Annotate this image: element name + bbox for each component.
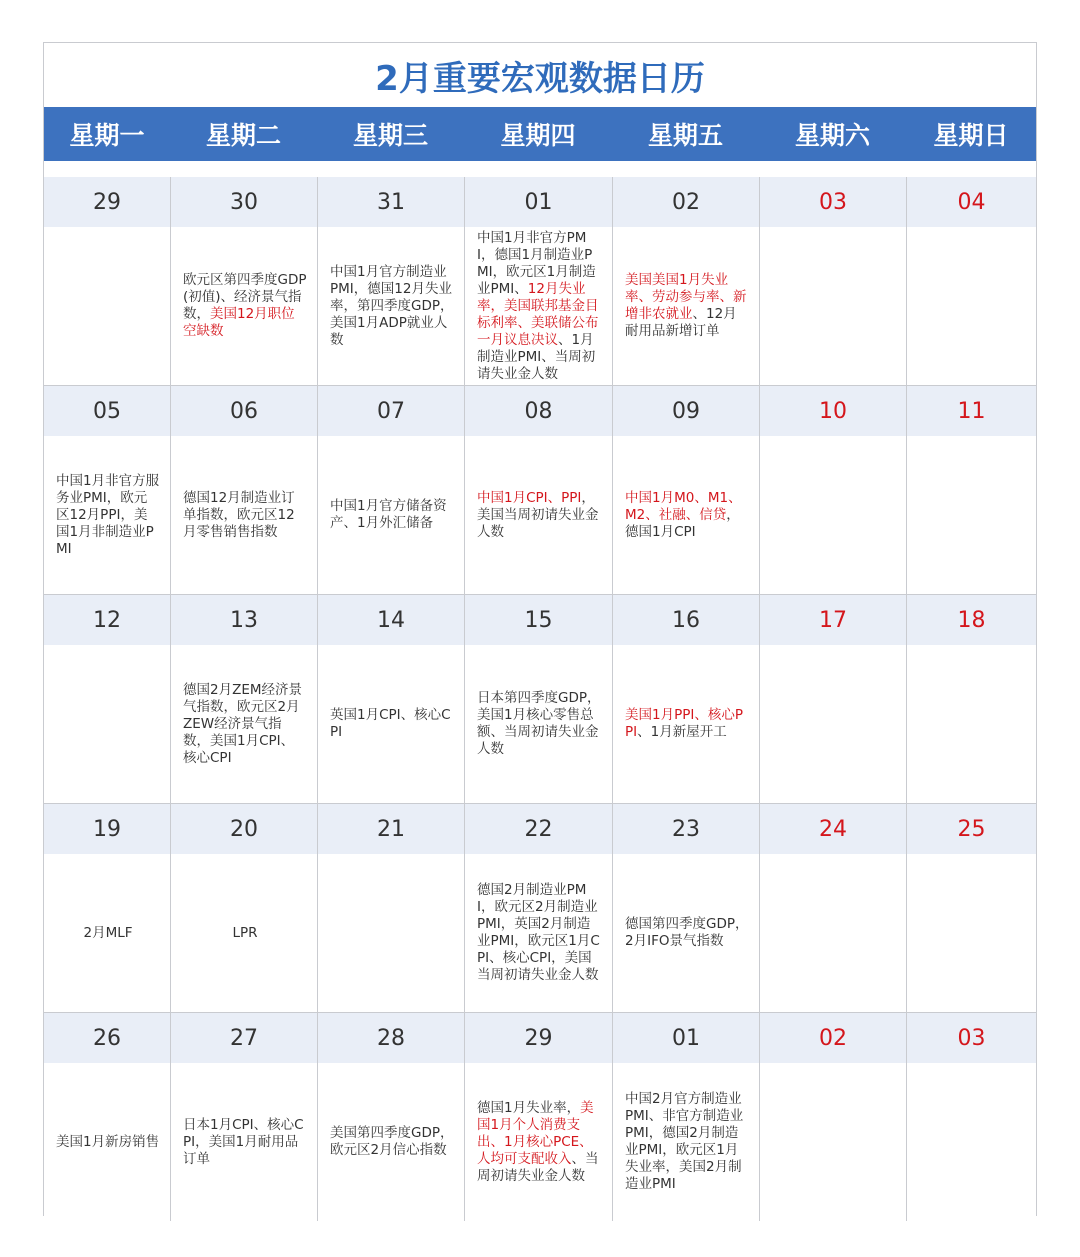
event-cell-fri	[612, 854, 759, 1012]
event-segment: 美国第四季度GDP，欧元区2月信心指数	[330, 1125, 454, 1158]
event-cell-wed	[317, 854, 464, 1012]
highlight-event: 美国1月个人消费支出、1月核心PCE、人均可支配收入	[477, 1099, 594, 1167]
event-segment: 欧元区第四季度GDP (初值)、经济景气指数，	[183, 272, 307, 322]
event-row	[44, 645, 1036, 803]
date-cell-sat[interactable]: 03	[759, 177, 906, 227]
weekday-tue: 星期二	[205, 121, 281, 150]
event-text	[625, 272, 749, 340]
event-text	[477, 882, 602, 984]
date-cell-mon[interactable]: 05	[93, 398, 121, 424]
date-cell-sat[interactable]: 17	[759, 595, 906, 645]
date-row	[44, 385, 1036, 436]
event-cell-tue	[170, 854, 317, 1012]
calendar-week	[44, 803, 1036, 1012]
event-segment: 、1月制造业PMI、当周初请失业金人数	[477, 331, 596, 382]
event-text	[56, 1134, 159, 1151]
event-cell-sun	[906, 1063, 1036, 1221]
event-segment: 中国2月官方制造业PMI、非官方制造业PMI，德国2月制造业PMI，欧元区1月失业率，美国2月制造业PMI	[625, 1091, 744, 1192]
event-text	[477, 230, 602, 383]
date-row	[44, 1012, 1036, 1063]
event-cell-mon	[44, 854, 170, 1012]
event-segment: 英国1月CPI、核心CPI	[330, 707, 451, 740]
event-cell-mon	[44, 227, 170, 385]
event-segment: 德国2月ZEM经济景气指数，欧元区2月ZEW经济景气指数，美国1月CPI、核心CPI	[183, 681, 303, 766]
date-cell-thu[interactable]: 01	[464, 177, 612, 227]
date-cell-tue[interactable]: 30	[170, 177, 317, 227]
date-cell-wed[interactable]: 21	[317, 804, 464, 854]
date-cell-sun[interactable]: 18	[906, 595, 1036, 645]
event-cell-sat	[759, 1063, 906, 1221]
event-text	[625, 1091, 749, 1193]
event-cell-fri	[612, 645, 759, 803]
date-cell-thu[interactable]: 29	[464, 1013, 612, 1063]
event-segment: ，德国1月CPI	[625, 506, 740, 540]
event-segment: 中国1月官方制造业PMI，德国12月失业率，第四季度GDP，美国1月ADP就业人数	[330, 263, 454, 348]
date-row	[44, 177, 1036, 227]
event-text	[330, 1125, 454, 1159]
event-segment: 德国12月制造业订单指数，欧元区12月零售销售指数	[183, 489, 295, 540]
weekday-fri: 星期五	[647, 121, 723, 150]
event-row	[44, 227, 1036, 385]
event-segment: 、当周初请失业金人数	[477, 1150, 599, 1184]
event-text	[477, 690, 602, 758]
event-cell-wed	[317, 645, 464, 803]
event-cell-tue	[170, 645, 317, 803]
date-cell-thu[interactable]: 15	[464, 595, 612, 645]
event-cell-fri	[612, 227, 759, 385]
event-cell-thu	[464, 227, 612, 385]
event-cell-sat	[759, 436, 906, 594]
event-text	[330, 264, 454, 349]
event-segment: 中国1月非官方PMI，德国1月制造业PMI，欧元区1月制造业PMI、	[477, 229, 596, 297]
highlight-event: 12月失业率，美国联邦基金目标利率、美联储公布一月议息决议	[477, 280, 599, 348]
event-segment: 德国1月失业率，	[477, 1099, 581, 1116]
event-text	[56, 473, 160, 558]
date-cell-tue[interactable]: 06	[170, 386, 317, 436]
date-cell-mon[interactable]: 12	[93, 607, 121, 633]
event-cell-tue	[170, 436, 317, 594]
event-cell-thu	[464, 854, 612, 1012]
event-cell-mon	[44, 436, 170, 594]
event-cell-sun	[906, 645, 1036, 803]
event-cell-sun	[906, 436, 1036, 594]
event-text	[625, 490, 749, 541]
event-text	[183, 682, 307, 767]
highlight-event: 美国12月职位空缺数	[183, 306, 295, 339]
event-row	[44, 854, 1036, 1012]
event-cell-tue	[170, 1063, 317, 1221]
event-cell-sat	[759, 227, 906, 385]
date-cell-wed[interactable]: 28	[317, 1013, 464, 1063]
calendar-week	[44, 594, 1036, 803]
event-cell-wed	[317, 227, 464, 385]
date-cell-sat[interactable]: 24	[759, 804, 906, 854]
event-text	[625, 707, 749, 741]
event-text	[183, 490, 307, 541]
highlight-event: 美国1月PPI、核心PPI	[625, 707, 743, 740]
event-segment: 德国第四季度GDP，2月IFO景气指数	[625, 916, 749, 949]
event-segment: LPR	[232, 924, 258, 941]
highlight-event: 中国1月M0、M1、M2、社融、信贷	[625, 489, 742, 523]
event-cell-thu	[464, 645, 612, 803]
event-text	[477, 1100, 602, 1185]
date-cell-tue[interactable]: 20	[170, 804, 317, 854]
date-cell-wed[interactable]: 07	[317, 386, 464, 436]
highlight-event: 美国美国1月失业率、劳动参与率、新增非农就业	[625, 272, 747, 322]
event-text	[183, 1117, 307, 1168]
date-cell-fri[interactable]: 02	[612, 177, 759, 227]
calendar-frame	[43, 42, 1037, 1216]
event-row	[44, 436, 1036, 594]
calendar-week	[44, 1012, 1036, 1221]
date-cell-sun[interactable]: 25	[906, 804, 1036, 854]
event-segment: 日本第四季度GDP，美国1月核心零售总额、当周初请失业金人数	[477, 690, 601, 757]
date-cell-fri[interactable]: 23	[612, 804, 759, 854]
event-cell-sat	[759, 645, 906, 803]
event-cell-mon	[44, 645, 170, 803]
event-text	[232, 925, 257, 942]
event-cell-sat	[759, 854, 906, 1012]
event-text	[477, 490, 602, 541]
event-segment: 中国1月官方储备资产、1月外汇储备	[330, 498, 447, 531]
date-cell-mon[interactable]: 26	[93, 1025, 121, 1051]
event-cell-thu	[464, 436, 612, 594]
event-text	[183, 272, 307, 340]
date-cell-mon[interactable]: 29	[93, 189, 121, 215]
event-cell-tue	[170, 227, 317, 385]
weekday-wed: 星期三	[352, 121, 428, 150]
weekday-header	[44, 107, 1036, 161]
event-segment: 日本1月CPI、核心CPI，美国1月耐用品订单	[183, 1116, 304, 1167]
date-cell-wed[interactable]: 14	[317, 595, 464, 645]
date-cell-mon[interactable]: 19	[93, 816, 121, 842]
event-cell-wed	[317, 436, 464, 594]
event-segment: 、1月新屋开工	[637, 724, 727, 740]
event-text	[330, 707, 454, 741]
date-cell-fri[interactable]: 16	[612, 595, 759, 645]
date-row	[44, 594, 1036, 645]
date-cell-sat[interactable]: 02	[759, 1013, 906, 1063]
date-cell-sun[interactable]: 03	[906, 1013, 1036, 1063]
calendar-grid	[44, 177, 1036, 1221]
date-row	[44, 803, 1036, 854]
weekday-thu: 星期四	[500, 121, 576, 150]
event-text	[330, 498, 454, 532]
date-cell-tue[interactable]: 13	[170, 595, 317, 645]
date-cell-sun[interactable]: 04	[906, 177, 1036, 227]
event-segment: 中国1月非官方服务业PMI，欧元区12月PPI，美国1月非制造业PMI	[56, 472, 160, 557]
event-cell-fri	[612, 436, 759, 594]
date-cell-thu[interactable]: 08	[464, 386, 612, 436]
date-cell-sun[interactable]: 11	[906, 386, 1036, 436]
event-segment: 德国2月制造业PMI，欧元区2月制造业PMI，英国2月制造业PMI，欧元区1月CPI、核心CPI，美国当周初请失业金人数	[477, 882, 600, 983]
event-cell-thu	[464, 1063, 612, 1221]
event-segment: 美国1月新房销售	[56, 1133, 160, 1150]
event-cell-sun	[906, 854, 1036, 1012]
event-segment: ，美国当周初请失业金人数	[477, 489, 599, 540]
header-gap	[44, 161, 1036, 177]
date-cell-sat[interactable]: 10	[759, 386, 906, 436]
event-cell-wed	[317, 1063, 464, 1221]
weekday-mon: 星期一	[69, 121, 145, 150]
date-cell-tue[interactable]: 27	[170, 1013, 317, 1063]
event-text	[625, 916, 749, 950]
page-title: 2月重要宏观数据日历	[375, 58, 705, 99]
calendar-week	[44, 385, 1036, 594]
event-segment: 、12月耐用品新增订单	[625, 306, 737, 339]
date-cell-thu[interactable]: 22	[464, 804, 612, 854]
highlight-event: 中国1月CPI、PPI	[477, 489, 582, 506]
event-cell-mon	[44, 1063, 170, 1221]
date-cell-fri[interactable]: 09	[612, 386, 759, 436]
event-cell-fri	[612, 1063, 759, 1221]
weekday-sun: 星期日	[933, 121, 1009, 150]
date-cell-fri[interactable]: 01	[612, 1013, 759, 1063]
event-segment: 2月MLF	[83, 924, 133, 941]
date-cell-wed[interactable]: 31	[317, 177, 464, 227]
event-cell-sun	[906, 227, 1036, 385]
calendar-week	[44, 177, 1036, 385]
weekday-sat: 星期六	[794, 121, 870, 150]
event-row	[44, 1063, 1036, 1221]
event-text	[83, 925, 132, 942]
